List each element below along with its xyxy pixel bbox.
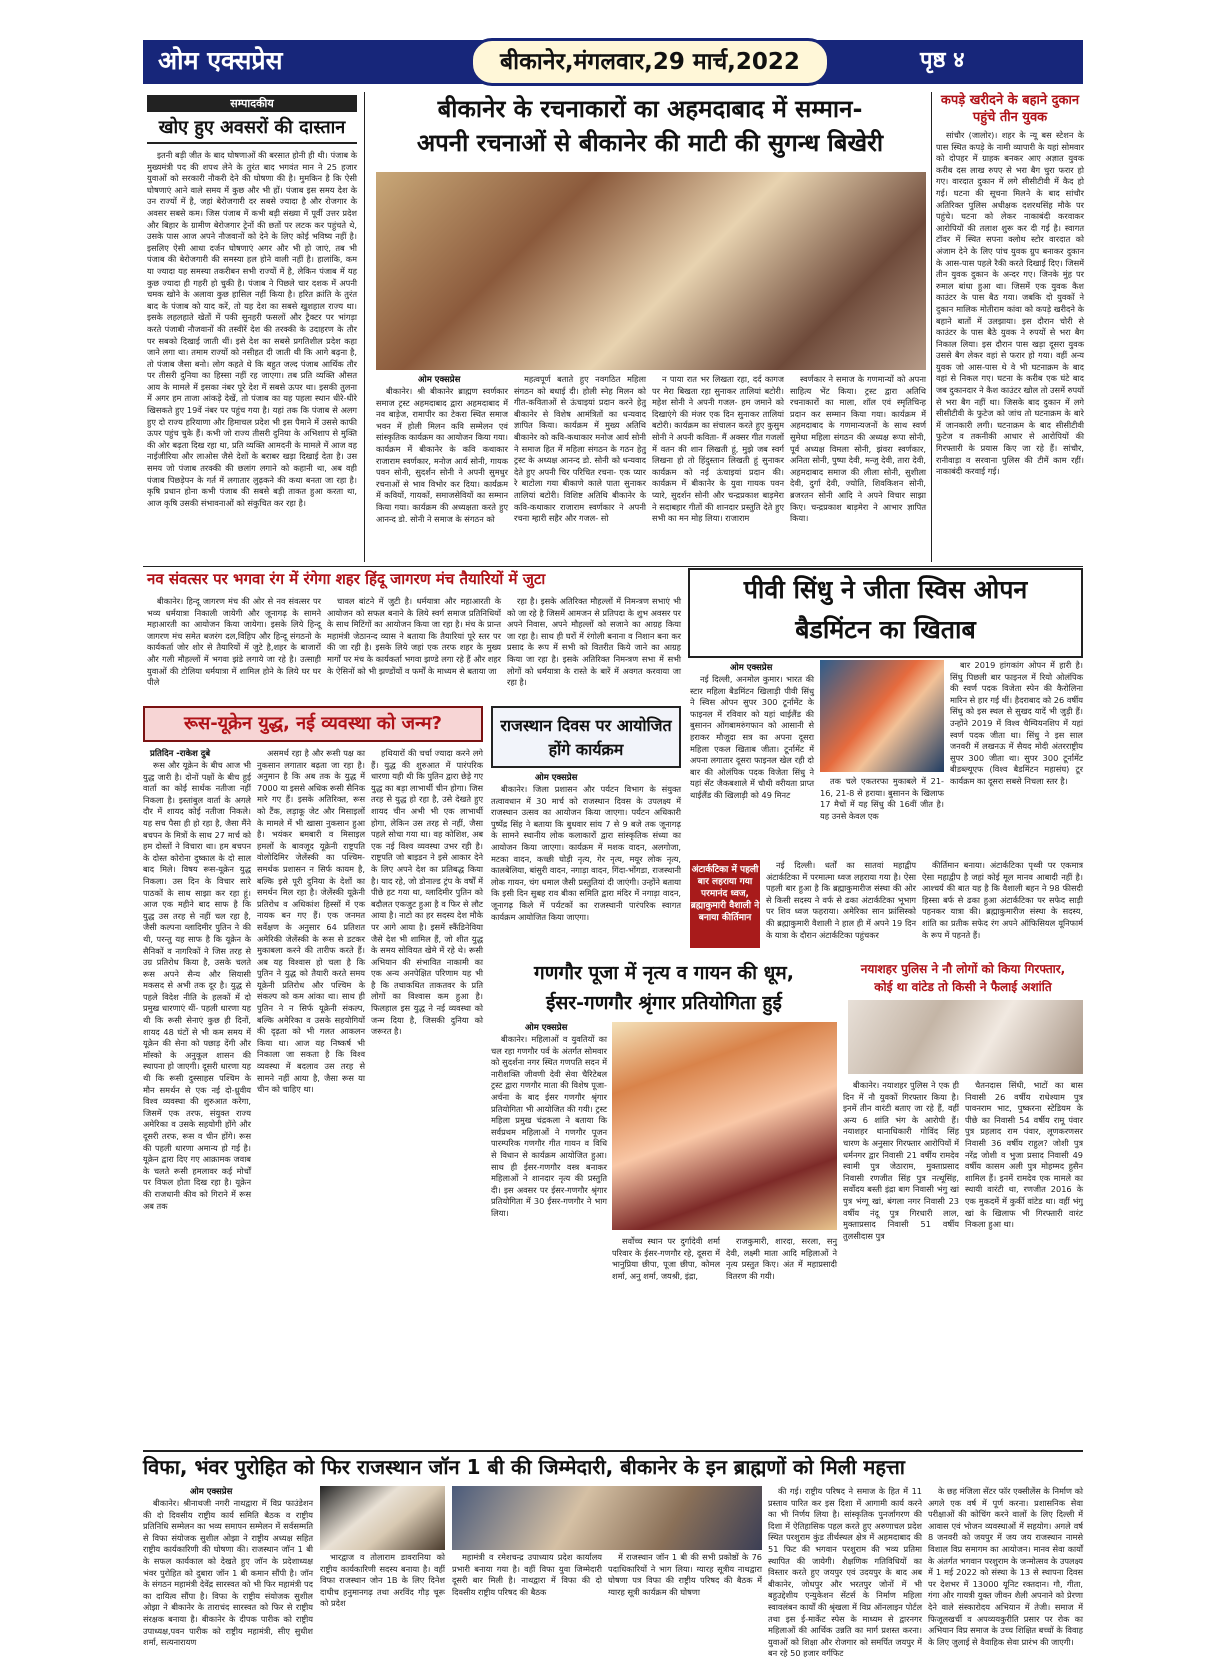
top-story-headline-line2: अपनी रचनाओं से बीकानेर की माटी की सुगन्ध बिखेरी xyxy=(416,129,884,157)
nayashahar-col2 xyxy=(965,1080,1083,1448)
samvatsar-col2-text: चावल बांटने में जुटी है। धर्मयात्रा और महाआरती के आयोजन को सफल बनाने के लिये स्वर्ग समाज प्रतिनिधियों के साथ मिटिंगों का आयोजन किया जा रहा है। मंच के प्रान्त महामंत्री जेठानन्द व्यास ने बताया कि तैयारियां पूरे स्तर पर की जा रही है। इसके लिये जहां एक तरफ शहर के मुख्य मार्गों पर मंच के कार्यकर्ता भगवा झण्डे लगा रहे हैं और शहर के ऐसिनों को भी झण्डोंयों व फर्मों के माध्यम से बताया जा xyxy=(327,596,501,676)
russia-col2 xyxy=(257,748,365,1448)
bottom-col2-text: भारद्वाज व तोलाराम डावरानिया को राष्ट्रीय कार्यकारिणी सदस्य बनाया है। वहीं विफा राजस्थान जोन 1B के लिए दिनेश दाधीच हनुमानगढ़ तथा अरविंद गौड़ चूरू को प्रदेश xyxy=(320,1552,445,1609)
column-divider xyxy=(931,92,932,562)
samvatsar-col1-text: बीकानेर। हिन्दू जागरण मंच की ओर से नव संवत्सर पर भव्य धर्मयात्रा निकाली जायेगी और जूनागढ़ के सामने महाआरती का आयोजन किया जायेगा। इसके लिये हिन्दू जागरण मंच समेत बजरंग दल,विहिप और हिन्दू संगठनो के कार्यकर्ता जोर शोर से तैयारियों में जुटे है,शहर के बाजारों और गली मौहल्लों में भगवा झंडे लगाये जा रहे है। उत्साही युवाओं की टोलिया धर्मयात्रा में शामिल होने के लिये घर घर पीले xyxy=(147,596,321,688)
side-story-body xyxy=(936,130,1084,562)
top-story-col1 xyxy=(376,386,508,562)
russia-headline: रूस-यूक्रेन युद्ध, नई व्यवस्था को जन्म? xyxy=(143,706,483,742)
bottom-portrait-photo xyxy=(320,1486,445,1550)
column-divider xyxy=(364,92,365,562)
sindhu-headline-line1: पीवी सिंधु ने जीता स्विस ओपन xyxy=(743,575,1028,604)
rajasthan-diwas-text: बीकानेर। जिला प्रशासन और पर्यटन विभाग के संयुक्त तत्वावधान में 30 मार्च को राजस्थान दिवस के उपलक्ष्य में राजस्थान उत्सव का आयोजन किया जाएगा। पर्यटन अधिकारी पुष्पेंद्र सिंह ने बताया कि बुधवार सांय 7 से 9 बजे तक जूनागढ़ के सामने स्थानीय लोक कलाकारों द्वारा सांस्कृतिक संध्या का आयोजन किया जाएगा। कार्यक्रम में मशक वादन, अलगोजा, मटका वादन, कच्छी घोड़ी नृत्य, गेर नृत्य, मयूर लोक नृत्य, कालबेलिया, बांसुरी वादन, नगाड़ा वादन, गिंदा-भोंगडा, राजस्थानी लोक गायन, चंग धमाल जैसी प्रस्तुतियां दी जाएंगी। उन्होंने बताया कि इसी दिन सुबह राव बीका समिति द्वारा मंदिर में नगाड़ा वादन, जूनागढ़ किले में पर्यटकों का राजस्थानी पारंपरिक स्वागत कार्यक्रम आयोजित किया जाएगा। xyxy=(491,784,681,922)
samvatsar-col1 xyxy=(147,596,321,700)
sindhu-col1-text: नई दिल्ली, अनमोल कुमार। भारत की स्टार महिला बैडमिंटन खिलाड़ी पीवी सिंधु ने स्विस ओपन सुपर 300 टूर्नामेंट के फाइनल में रविवार को यहां थाईलैंड की बुसानन ओंगबामरुंगफान को आसानी से हराकर मौजूदा सत्र का अपना दूसरा महिला एकल खिताब जीता। टूर्नामेंट में अपना लगातार दूसरा फाइनल खेल रही दो बार की ओलंपिक पदक विजेता सिंधु ने यहां सेंट जैकबशाले में चौथी वरीयता प्राप्त थाईलैंड की खिलाड़ी को 49 मिनट xyxy=(690,674,814,800)
gangaur-byline: ओम एक्सप्रेस xyxy=(525,1023,568,1033)
samvatsar-col3-text: रहा है। इसके अतिरिक्त मौहल्लों में निमन्त्रण सभाएं भी को जा रहे है जिसमें आमजन से प्रतिपदा के शुभ अवसर पर अपने निवास, अपने मौहल्लों को सजाने का आग्रह किया जा रहा है। साथ ही घरों में रंगोली बनाना व निशान बना कर प्रसाद के रूप में सभी को वितरीत किये जाने का आग्रह किया जा रहा है। इसके अतिरिक्त निमन्त्रण सभा में सभी लोगों को धर्मयात्रा के रास्ते के बारें में अवगत करवाया जा रहा है। xyxy=(507,596,681,688)
samvatsar-headline: नव संवत्सर पर भगवा रंग में रंगेगा शहर हिंदू जागरण मंच तैयारियों में जुटा xyxy=(147,570,546,588)
sindhu-headline-line2: बैडमिंटन का खिताब xyxy=(795,615,976,644)
top-story-byline: ओम एक्सप्रेस xyxy=(418,375,461,385)
sindhu-photo xyxy=(820,660,944,772)
rajasthan-diwas-byline: ओम एक्सप्रेस xyxy=(535,773,578,783)
nayashahar-headline xyxy=(843,960,1083,996)
section-rule xyxy=(143,566,1083,567)
bottom-col1-text: बीकानेर। श्रीनाथजी नगरी नाथद्वारा में विप्र फाउंडेशन की दो दिवसीय राष्ट्रीय कार्य समिति बैठक व राष्ट्रीय प्रतिनिधि सम्मेलन का भव्य समापन सम्मेलन में सर्वसम्मति से विफा संयोजक सुशील ओझा ने राष्ट्रीय अध्यक्ष सहित राष्ट्रीय कार्यकारिणी की घोषणा की। राजस्थान जॉन 1 बी के सफल कार्यकाल को देखते हुए जॉन के प्रदेशाध्यक्ष भंवर पुरोहित को दुबारा जॉन 1 बी कमान सौंपी है। जॉन के संगठन महामंत्री देवेंद्र सारस्वत को भी फिर महामंत्री पद का दायित्व सौंपा है। विफा के राष्ट्रीय संयोजक सुशील ओझा ने बीकानेर के ताराचंद सारस्वत को फिर से राष्ट्रीय संरक्षक बनाया है। बीकानेर के दीपक पारीक को राष्ट्रीय उपाध्यक्ष,पवन पारीक को राष्ट्रीय महामंत्री, सीए सुधीश शर्मा, सत्यनारायण xyxy=(143,1498,313,1648)
paper-name: ओम एक्सप्रेस xyxy=(158,46,283,75)
russia-col3 xyxy=(371,748,483,1448)
rajasthan-diwas-head-box xyxy=(491,706,681,768)
sindhu-headline-box xyxy=(688,568,1083,658)
antarctica-col2 xyxy=(922,860,1083,950)
gangaur-caption2 xyxy=(726,1236,837,1448)
antarctica-headline: अंटार्कटिका में पहली बार लहराया गया परमानंद ध्वज, ब्रह्माकुमारी वैशाली ने बनाया कीर्तिमान xyxy=(690,860,760,948)
gangaur-body xyxy=(491,1034,607,1448)
sindhu-byline: ओम एक्सप्रेस xyxy=(730,663,773,673)
nayashahar-col1 xyxy=(843,1080,959,1448)
bottom-group-photo xyxy=(452,1486,762,1550)
gangaur-headline-line1: गणगौर पूजा में नृत्य व गायन की धूम, xyxy=(534,962,794,984)
bottom-col5-text: की गई। राष्ट्रीय परिषद ने समाज के हित में 11 प्रस्ताव पारित कर इस दिशा में आगामी कार्य करने का भी निर्णय लिया है। सांस्कृतिक पुनर्जागरण की दिशा में ऐतिहासिक पहल करते हुए अरुणाचल प्रदेश स्थित परशुराम कुंड तीर्थस्थल क्षेत्र में अहमदाबाद की 51 फिट की भगवान परशुराम की भव्य प्रतिमा स्थापित की जायेगी। शैक्षणिक गतिविधियों का विस्तार करते हुए जयपुर एवं उदयपुर के बाद अब बीकानेर, जोधपुर और भरतपुर जोनों में भी बहुउद्देशीय एन्युकेशन सेंटर्स के निर्माण महिला स्वावलंबन कार्यों की श्रृंखला में विप्र ऑनलाइन पोर्टल तथा इस ई-मार्केट स्पेस के माध्यम से द्वारनगर महिलाओं की आर्थिक उन्नति का मार्ग प्रशस्त करना। युवाओं को शिक्षा और रोजगार को समर्पित जयपुर में बन रहे 50 हजार वर्गफिट xyxy=(768,1486,922,1659)
sindhu-caption-text: तक चले एकतरफा मुकाबले में 21-16, 21-8 से हराया। बुसानन के खिलाफ 17 मैचों में यह सिंधु की 16वीं जीत है। यह उनसे केवल एक xyxy=(820,776,944,821)
bottom-col6-text: के छह मंजिला सेंटर फॉर एक्सीलेंस के निर्माण को अगले एक वर्ष में पूर्ण करना। प्रशासनिक सेवा परीक्षाओं की कोचिंग करने वालों के लिए दिल्ली में आवास एवं भोजन व्यवस्थाओं में सहयोग। अगले वर्ष 8 जनवरी को जयपुर में जय जय राजस्थान नामसे विशाल विप्र समागम का आयोजन। मानव सेवा कार्यों के अंतर्गत भगवान परशुराम के जन्मोत्सव के उपलक्ष्य में 1 मई 2022 को संस्था के 13 से स्थापना दिवस पर देशभर में 13000 यूनिट रक्तदान। गौ, गीता, गंगा और गायत्री युक्त जीवन शैली अपनाने को प्रेरणा देने वाले संस्कारोदय अभियान में तेजी। समाज में फिजूलखर्ची व अपव्ययकुरीति प्रसार पर रोक का अभियान विप्र समाज के उच्च शिक्षित बच्चों के विवाह के लिए जुलाई से वैवाहिक सेवा प्रारंभ की जाएगी। xyxy=(928,1486,1083,1647)
bottom-col4-text: में राजस्थान जॉन 1 बी की सभी प्रकोष्ठों के 76 पदाधिकारियों ने भाग लिया। ग्यारह सूत्रीय नाथद्वारा घोषणा पत्र विफा की राष्ट्रीय परिषद की बैठक में ग्यारह सूत्री कार्यक्रम की घोषणा xyxy=(608,1552,762,1597)
editorial-rule xyxy=(147,142,357,144)
gangaur-headline xyxy=(491,958,837,1018)
russia-col1 xyxy=(143,760,251,1448)
top-story-photo xyxy=(376,172,926,370)
side-story-text: सांचौर (जालोर)। शहर के न्यू बस स्टेशन के पास स्थित कपड़े के नामी व्यापारी के यहां सोमवार को दोपहर में ग्राहक बनकर आए अज्ञात युवक करीब दस लाख रुपए से भरा बैग चुरा फरार हो गए। वारदात दुकान में लगे सीसीटीवी में कैद हो गई। घटना की सूचना मिलने के बाद सांचौर अतिरिक्त पुलिस अधीक्षक दशरथसिंह मौके पर पहुंचे। घटना को लेकर नाकाबंदी करवाकर आरोपियों की तलाश शुरू कर दी गई है। स्वागत टॉवर में स्थित सपना क्लोथ स्टोर वारदात को अंजाम देने के लिए पांच युवक ग्रुप बनाकर दुकान के आस-पास पहले रैकी करते दिखाई दिए। जिसमें तीन युवक दुकान के अन्दर गए। जिनके मुंह पर रुमाल बांधा हुआ था। जिसमें एक युवक कैश काउंटर के पास बैठ गया। जबकि दो युवकों ने दुकान मालिक मोतीराम कांवा को कपड़े खरीदने के बहाने बातों में उलझाया। इस दौरान चोरी से काउंटर के पास बैठे युवक ने रुपयों से भरा बैग निकाल लिया। इस दौरान पास खड़ा दूसरा युवक उससे बैग लेकर वहां से फरार हो गया। वहीं अन्य युवक जो आस-पास थे वे भी घटनाक्रम के बाद वहां से निकल गए। घटना के करीब एक घंटे बाद जब दुकानदार ने कैश काउंटर खोल तो उसमें रुपयों से भरा बैग नहीं था। जिसके बाद दुकान में लगे सीसीटीवी के फुटेज को जांच तो घटनाक्रम के बारे में जानकारी लगी। घटनाक्रम के बाद सीसीटीवी फुटेज व तकनीकी आधार से आरोपियों की गिरफ्तारी के प्रयास किए जा रहे हैं। सांचौर, रानीवाड़ा व सरवाना पुलिस की टीमें काम रहीं। नाकाबंदी करवाई गई। xyxy=(936,130,1084,477)
samvatsar-col3 xyxy=(507,596,681,700)
bottom-col3-text: महामंत्री व रमेशचन्द्र उपाध्याय प्रदेश कार्यालय प्रभारी बनाया गया है। वहीं विफा युवा जिम्मेदारी दूसरी बार मिली है। नाथद्वारा में विफा की दो दिवसीय राष्ट्रीय परिषद की बैठक xyxy=(452,1552,602,1597)
top-story-headline xyxy=(375,92,925,160)
gangaur-photo xyxy=(612,1022,837,1230)
nayashahar-col2-text: चैतनदास सिंधी, भाटों का बास निवासी 26 वर्षीय राधेश्याम पुत्र पावनराम भाट, पुष्करना स्टेडियम के पीछे का निवासी 54 वर्षीय रामू पंवार पुत्र प्रहलाद राम पंवार, लूणकरणसर निवासी 36 वर्षीय राहुल? जोशी पुत्र नरेंद्र जोशी व भुजा प्रसाद निवासी 49 वर्षीय कासम अली पुत्र मोहम्मद हुसैन शामिल हैं। इनमें रामदेव एक मामले का स्थायी वारंटी था, रणजीत 2016 के एक मुकदमें में कुर्की वांटेड था। वहीं भंगु खां के खिलाफ भी गिरफ्तारी वारंट निकला हुआ था। xyxy=(965,1080,1083,1230)
bottom-col1 xyxy=(143,1498,313,1648)
top-story-col3 xyxy=(652,374,784,562)
sindhu-col3-text: बार 2019 हांगकांग ओपन में हारी है। सिंधु पिछली बार फाइनल में रियो ओलंपिक की स्वर्ण पदक विजेता स्पेन की कैरोलिना मारिन से हार गई थीं। हैदराबाद को 26 वर्षीय सिंधु को इस स्थल से सुखद यादें भी जुड़ी हैं। उन्होंने 2019 में विश्व चैम्पियनशिप में यहां स्वर्ण पदक जीता था। सिंधु ने इस साल जनवरी में लखनऊ में सैयद मोदी अंतरराष्ट्रीय सुपर 300 जीता था। सुपर 300 टूर्नामेंट बीडब्ल्यूएफ (विश्व बैडमिंटन महासंघ) टूर कार्यक्रम का दूसरा सबसे निचला स्तर है। xyxy=(950,660,1083,786)
nayashahar-col1-text: बीकानेर। नयाशहर पुलिस ने एक ही दिन में नौ युवकों गिरफ्तार किया है। इनमें तीन वारंटी बताए जा रहे हैं, वहीं अन्य 6 शांति भंग के आरोपी हैं। नयाशहर थानाधिकारी गोविंद सिंह चारण के अनुसार गिरफ्तार आरोपियों में धर्मनगर द्वार निवासी 21 वर्षीय रामदेव स्वामी पुत्र जेठाराम, मुक्ताप्रसाद निवासी रणजीत सिंह पुत्र नत्थूसिंह, सर्वोदय बस्ती इंद्रा बाग निवासी भंगु खां पुत्र भंग्गू खां, बंगला नगर निवासी 23 वर्षीय नंदू पुत्र गिरधारी लाल, मुक्ताप्रसाद निवासी 51 वर्षीय तुलसीदास पुत्र xyxy=(843,1080,959,1241)
antarctica-col1-text: नई दिल्ली। धर्तों का सातवां महाद्वीप अंटार्कटिका में परमात्मा ध्वज लहराया गया है। ऐसा पहली बार हुआ है कि ब्रह्माकुमारीज संस्था की ओर से किसी सदस्य ने वर्फ से ढका अंटार्कटिका भूभाग पर शिव ध्वज फहराया। अमेरिका सान फ्रांसिस्को की ब्रह्माकुमारी वैशाली ने हाल ही में अपने 19 दिन के यात्रा के दौरान अंटार्कटिका पहुंचकर xyxy=(766,860,916,940)
gangaur-caption1-text: सर्वोच्च स्थान पर दुर्गादेवी शर्मा परिवार के ईसर-गणगौर रहे, दूसरा में भानुप्रिया छीपा, पूजा छीपा, कोमल शर्मा, अनु शर्मा, जयश्री, इंद्रा, xyxy=(612,1236,720,1281)
sindhu-col3 xyxy=(950,660,1083,854)
bottom-col2 xyxy=(320,1552,445,1609)
russia-col2-text: असमर्थ रहा है और रूसी पक्ष का नुकसान लगातार बढ़ता जा रहा है। अनुमान है कि अब तक के युद्ध में 7000 या इससे अधिक रूसी सैनिक मारे गए हैं। इसके अतिरिक्त, रूस को टैंक, लड़ाकू जेट और मिसाइलों के मामले में भी खासा नुकसान हुआ है। भयंकर बमबारी व मिसाइल हमलों के बावजूद यूक्रेनी राष्ट्रपति वोलोदिमिर जेलेंस्की का पश्चिम-समर्थक प्रशासन न सिर्फ कायम है, बल्कि इसे पूरी दुनिया के देशों का समर्थन मिल रहा है। जेलेंस्की यूक्रेनी प्रतिरोध व अधिकांश हिस्सों में एक नायक बन गए हैं। एक जनमत सर्वेक्षण के अनुसार 64 प्रतिशत अमेरिकी जेलेंस्की के रूस से डटकर मुकाबला करने की तारीफ करते हैं। अब यह विश्वास हो चला है कि पुतिन ने युद्ध को तैयारी करते समय यूक्रेनी प्रतिरोध और पश्चिम के संकल्प को कम आंका था। साथ ही पुतिन ने न सिर्फ यूक्रेनी संकल्प, बल्कि अमेरिका व उसके सहयोगियों की दृढ़ता को भी गलत आकलन किया था। आज यह निष्कर्ष भी निकाला जा सकता है कि विश्व व्यवस्था में बदलाव उस तरह से सामने नहीं आया है, जैसा रूस या चीन को चाहिए था। xyxy=(257,748,366,1095)
nayashahar-photo xyxy=(848,1000,1083,1074)
top-story-col3-text: न पाया रात भर लिखता रहा, दर्द कागज पर मेरा बिखता रहा सुनाकर तालियां बटोरी। महेश सोनी ने अपनी गजल- हम जमाने को दिखाएंगे की मंजर एक दिन सुनाकर तालियां बटोरी। कार्यक्रम का संचालन करते हुए कुसुम सोनी ने अपनी कविता- मैं अक्सर गीत गजलों में वतन की शान लिखती हूं, मुझे जब स्वर्ग लिखना हो तो हिंदुस्तान लिखती हूं सुनाकर कार्यक्रम को नई ऊंचाइयां प्रदान की। कार्यक्रम में बीकानेर के युवा गायक पवन प्यारे, सुदर्शन सोनी और चन्द्रप्रकाश बाड़मेरा ने सदाबहार गीतों की शानदार प्रस्तुति देते हुए सभी का मन मोह लिया। राजाराम xyxy=(652,374,784,524)
side-story-headline: कपड़े खरीदने के बहाने दुकान पहुंचे तीन युवक xyxy=(940,93,1080,125)
page-number: पृष्ठ ४ xyxy=(920,48,965,73)
gangaur-caption1 xyxy=(612,1236,720,1448)
top-story-col4-text: स्वर्णकार ने समाज के गणमान्यों को अपना साहित्य भेंट किया। ट्रस्ट द्वारा अतिथि रचनाकारों का माला, शॉल एवं स्मृतिचिन्ह प्रदान कर सम्मान किया गया। कार्यक्रम में अहमदाबाद के गणमान्यजनों के साथ स्वर्ण सुमेधा महिला संगठन की अध्यक्ष रूपा सोनी, पूर्व अध्यक्ष विमला सोनी, झंवरा स्वर्णकार, अनिता सोनी, पुष्पा देवी, मन्जु देवी, तारा देवी, अहमदाबाद समाज की लीला सोनी, सुशीला देवी, दुर्गा देवी, ज्योति, शिवकिशन सोनी, ब्रजरतन सोनी आदि ने अपने विचार साझा किए। चन्द्रप्रकाश बाड़मेरा ने आभार ज्ञापित किया। xyxy=(790,374,926,524)
editorial-body xyxy=(147,150,357,555)
bottom-col6 xyxy=(928,1486,1083,1647)
top-story-col2-text: महत्वपूर्ण बताते हुए नवगठित महिला संगठन को बधाई दी। होली स्नेह मिलन को गीत-कविताओं से ऊंचाइयां प्रदान करने हेतु बीकानेर से विशेष आमंत्रितों का धन्यवाद ज्ञापित किया। कार्यक्रम में मुख्य अतिथि बीकानेर को कवि-कथाकार मनोज आर्य सोनी ने समाज हित में महिला संगठन के गठन हेतु ट्रस्ट के अध्यक्ष आनन्द डो. सोनी को धन्यवाद देते हुए अपनी चिर परिचित रचना- एक प्यार रे बाटोला गया बीकाणे काले पाता सुनाकर तालियां बटोरी। विशिष्ट अतिथि बीकानेर के कवि-कथाकार राजाराम स्वर्णकार ने अपनी रचना म्हारी सहैर और गजल- सो xyxy=(514,374,646,524)
antarctica-col2-text: कीर्तिमान बनाया। अंटार्कटिका पृथ्वी पर एकमात्र ऐसा महाद्वीप है जहां कोई मूल मानव आबादी नहीं है। आश्चर्य की बात यह है कि वैशाली बहन ने 98 फीसदी हिस्सा बर्फ से ढका हुआ अंटार्कटिका पर सफेद साड़ी पहनकर यात्रा की। ब्रह्माकुमारीज संस्था के सदस्य, शांति का प्रतीक सफेद रंग अपने ऑफिसियल यूनिफार्म के रूप में पहनते हैं। xyxy=(922,860,1083,940)
rajasthan-diwas-headline: राजस्थान दिवस पर आयोजित होंगे कार्यक्रम xyxy=(500,716,672,759)
gangaur-caption2-text: राजकुमारी, शारदा, सरला, सनु देवी, लक्ष्मी माता आदि महिलाओं ने नृत्य प्रस्तुत किए। अंत में महाप्रसादी वितरण की गयी। xyxy=(726,1236,837,1281)
nayashahar-headline-line1: नयाशहर पुलिस ने नौ लोगों को किया गिरफ्तार, xyxy=(860,962,1066,976)
top-story-col1-text: बीकानेर। श्री बीकानेर ब्राह्मण स्वर्णकार समाज ट्रस्ट अहमदाबाद द्वारा अहमदाबाद में नव बाड़ेज, रामापीर का टेकरा स्थित समाज भवन में होली मिलन कवि सम्मेलन एवं सांस्कृतिक कार्यक्रम का आयोजन किया गया। कार्यक्रम में बीकानेर के कवि कथाकार राजाराम स्वर्णकार, मनोज आर्य सोनी, गायक पवन सोनी, सुदर्शन सोनी ने अपनी सुमधुर रचनाओं से भाव विभोर कर दिया। कार्यक्रम में कवियों, गायकों, समाजसेवियों का सम्मान किया गया। कार्यक्रम की अध्यक्षता करते हुए आनन्द डो. सोनी ने समाज के संगठन को xyxy=(376,386,508,524)
top-story-col4 xyxy=(790,374,926,562)
top-story-headline-line1: बीकानेर के रचनाकारों का अहमदाबाद में सम्मान- xyxy=(437,95,863,123)
samvatsar-col2 xyxy=(327,596,501,700)
bottom-byline: ओम एक्सप्रेस xyxy=(190,1487,233,1497)
russia-col3-text: हथियारों की चर्चा ज्यादा करने लगे हैं। युद्ध की शुरुआत में पारंपरिक धारणा यही थी कि पुतिन द्वारा छेड़े गए युद्ध का बड़ा लाभार्थी चीन होगा। जिस तरह से युद्ध हो रहा है, उसे देखते हुए शायद चीन अभी भी एक लाभार्थी होगा, लेकिन उस तरह से नहीं, जैसा पहले सोचा गया था। वह कोशिश, अब एक नई विश्व व्यवस्था उभर रही है। राष्ट्रपति जो बाइडन ने इसे आकार देने के लिए अपने देश का प्रतिबद्ध किया है। याद रहे, जो डोनाल्ड ट्रंप के वर्षों में पीछे हट गया था, व्लादिमीर पुतिन को बदौलत एकजुट हुआ है व फिर से लौट आया है। नाटो का हर सदस्य देश मौके पर आगे आया है। इसमें स्कैंडिनेविया जैसे देश भी शामिल हैं, जो शीत युद्ध के समय सोवियत खेमे में रहे थे। रूसी अभियान की संभावित नाकामी का एक अन्य अनपेक्षित परिणाम यह भी है कि तथाकथित ताकतवर के प्रति लोगों का विश्वास कम हुआ है। फिलहाल इस युद्ध ने नई व्यवस्था को जन्म दिया है, जिसकी दुनिया को जरूरत है। xyxy=(371,748,483,1037)
bottom-col3 xyxy=(452,1552,602,1597)
russia-byline: प्रतिदिन -राकेश दुबे xyxy=(150,749,211,759)
russia-col1-text: रूस और यूक्रेन के बीच आज भी युद्ध जारी है। दोनों पक्षों के बीच हुई वार्ता का कोई सार्थक नतीजा नहीं निकला है। इस्तांबुल वार्ता के अगले दौर में शायद कोई नतीजा निकले। यह सच पैसा ही हो रहा है, जैसा मैंने बचपन के मित्रों के साथ 27 मार्च को हम दोस्तों ने विचारा था। हम बचपन के दोस्त कोरोना दुष्काल के दो साल बाद मिले। विषय रूस-यूक्रेन युद्ध निकला। उस दिन के विचार सारे पाठकों के साथ साझा कर रहा हूं। आज एक महीने बाद साफ है कि युद्ध उस तरह से नहीं चल रहा है, जैसी कल्पना व्लादिमीर पुतिन ने की थी, परन्तु यह साफ है कि यूक्रेन के सैनिकों व नागरिकों ने जिस तरह से उग्र प्रतिरोध किया है, उसके चलते रूस अपने सैन्य और सियासी मकसद से अभी तक दूर है। युद्ध से पहले विदेश नीति के हलकों में दो प्रमुख धारणाएं थीं- पहली धारणा यह थी कि रूसी सेनाएं कुछ ही दिनों, शायद 48 घंटों से भी कम समय में यूक्रेन की सेना को पछाड़ देंगी और मॉस्को के अनुकूल शासन की स्थापना हो जाएगी। दूसरी धारणा यह थी कि रूसी दुस्साहस पश्चिम के मौन समर्थन से एक नई दो-ध्रुवीय विश्व व्यवस्था की शुरुआत करेगा, जिसमें एक तरफ, संयुक्त राज्य अमेरिका व उसके सहयोगी होंगे और दूसरी तरफ, रूस व चीन होंगे। रूस की पहली धारणा अमान्य हो गई है। यूक्रेन द्वारा दिए गए आक्रामक जवाब के चलते रूसी हमलावर कई मोर्चों पर विफल होता दिख रहा है। यूक्रेन की राजधानी कीव को गिराने में रूस अब तक xyxy=(143,760,251,1211)
antarctica-col1 xyxy=(766,860,916,950)
bottom-headline: विफा, भंवर पुरोहित को फिर राजस्थान जॉन 1 बी की जिम्मेदारी, बीकानेर के इन ब्राह्मणों को मिली महत्ता xyxy=(143,1455,905,1479)
dateline: बीकानेर,मंगलवार,29 मार्च,2022 xyxy=(470,38,830,86)
rajasthan-diwas-body xyxy=(491,784,681,954)
bottom-col5 xyxy=(768,1486,922,1659)
nayashahar-headline-line2: कोई था वांटेड तो किसी ने फैलाई अशांति xyxy=(874,980,1052,994)
sindhu-photo-caption xyxy=(820,776,944,854)
editorial-label: सम्पादकीय xyxy=(147,95,357,112)
gangaur-headline-line2: ईसर-गणगौर श्रृंगार प्रतियोगिता हुई xyxy=(546,992,782,1014)
bottom-col4 xyxy=(608,1552,762,1597)
editorial-body-text: इतनी बड़ी जीत के बाद घोषणाओं की बरसात होनी ही थी। पंजाब के मुख्यमंत्री पद की शपथ लेने के तुरंत बाद भगवंत मान ने 25 हजार युवाओं को सरकारी नौकरी देने की घोषणा की है। मुमकिन है कि ऐसी घोषणाएं आने वाले समय में कुछ और भी हों। पंजाब इस समय देश के उन राज्यों में है, जहां बेरोजगारी दर सबसे ज्यादा है और रोजगार के अवसर सबसे कम। जिस पंजाब में कभी बड़ी संख्या में पूर्वी उत्तर प्रदेश और बिहार के ग्रामीण बेरोजगार ट्रेनों की छतों पर लटक कर पहुंचते थे, उसके पास आज अपने नौजवानों को देने के लिए कोई भविष्य नहीं है। इसलिए ऐसी आधा दर्जन घोषणाएं अगर और भी हो जाएं, तब भी पंजाब की बेरोजगारी की समस्या हल होने वाली नहीं है। हालांकि, कम या ज्यादा यह समस्या तकरीबन सभी राज्यों में है, लेकिन पंजाब में यह कुछ ज्यादा ही गहरी हो चुकी है। पंजाब ने पिछले चार दशक में अपनी चमक खोने के अलावा कुछ हासिल नहीं किया है। हरित क्रांति के तुरंत बाद के पंजाब को याद करें, तो यह देश का सबसे खुशहाल राज्य था। इसके लहलहाते खेतों में पकी सुनहरी फसलों और ट्रैक्टर पर भांगड़ा करते पंजाबी नौजवानों की तस्वीरें देश की तरक्की के उदाहरण के तौर पर सबको दिखाई जाती थीं। इसे देश का सबसे प्रगतिशील प्रदेश कहा जाने लगा था। तमाम राज्यों को नसीहत दी जाती थी कि आगे बढ़ना है, तो पंजाब जैसा बनो। लोग कहते थे कि बहुत जल्द पंजाब आर्थिक तौर पर तीसरी दुनिया का हिस्सा नहीं रह जाएगा। तब प्रति व्यक्ति औसत आय के मामले में इसका नंबर पूरे देश में सबसे ऊपर था। इसकी तुलना में अगर हम ताजा आंकड़े देखें, तो पंजाब का यह पहला स्थान धीरे-धीरे खिसकते हुए 19वें नंबर पर पहुंच गया है। यहां तक कि पंजाब से अलग हुए दो राज्य हरियाणा और हिमाचल प्रदेश भी इस पैमाने में उससे काफी ऊपर पहुंच चुके हैं। कभी जो राज्य तीसरी दुनिया के अभिशाप से मुक्ति की ओर बढ़ता दिख रहा था, प्रति व्यक्ति आमदनी के मामले में आज वह नाईजीरिया और लाओस जैसे देशों के बराबर खड़ा दिखाई देता है। उस समय जो पंजाब तरक्की की छलांग लगाने को कहानी था, अब वही पंजाब पिछड़ेपन के गर्त में लगातार लुढ़कने की कथा बनता जा रहा है। कृषि प्रधान होना कभी पंजाब की सबसे बड़ी ताकत हुआ करता था, आज कृषि उसकी संभावनाओं को संकुचित कर रहा है। xyxy=(147,150,357,508)
gangaur-body-text: बीकानेर। महिलाओं व युवतियों का चल रहा गणगौर पर्व के अंतर्गत सोमवार को सुदर्शना नगर स्थित गणपति सदन में नारीशक्ति जीवणी देवी सेवा चैरिटेबल ट्रस्ट द्वारा गणगौर माता की विशेष पूजा-अर्चना के बाद ईसर गणगौर श्रृंगार प्रतियोगिता भी आयोजित की गयी। ट्रस्ट महिला प्रमुख चंद्रकला ने बताया कि सर्वप्रथम महिलाओं ने गणगौर पूजन पारम्परिक गणगौर गीत गायन व विधि से विधान से कार्यक्रम आयोजित हुआ। साथ ही ईसर-गणगौर वस्त्र बनाकर महिलाओं ने शानदार नृत्य की प्रस्तुति दी। इस अवसर पर ईसर-गणगौर श्रृंगार प्रतियोगिता में 30 ईसर-गणगौर ने भाग लिया। xyxy=(491,1034,607,1218)
top-story-col2 xyxy=(514,374,646,562)
editorial-title: खोए हुए अवसरों की दास्तान xyxy=(158,117,346,138)
sindhu-col1 xyxy=(690,674,814,854)
